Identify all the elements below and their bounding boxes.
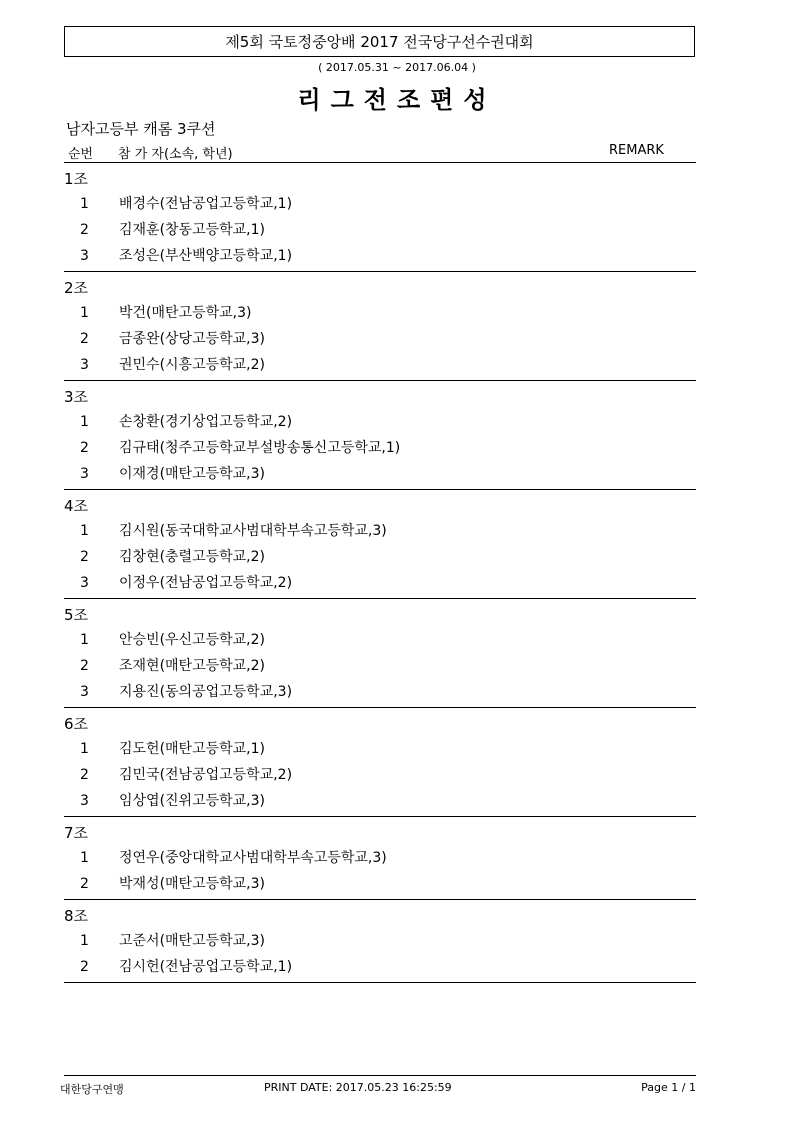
- participant-row: [64, 461, 696, 487]
- participant-row: [64, 191, 696, 217]
- participant-row: [64, 627, 696, 653]
- participant-row: [64, 845, 696, 871]
- participant-name: 박건(매탄고등학교,3): [119, 305, 252, 321]
- participant-row: [64, 871, 696, 897]
- group-title: 8조: [64, 907, 89, 925]
- participant-name: 이재경(매탄고등학교,3): [119, 466, 265, 482]
- group-block: [64, 817, 696, 900]
- participant-number: 2: [80, 959, 89, 975]
- participant-name: 조성은(부산백양고등학교,1): [119, 248, 293, 264]
- participant-row: [64, 435, 696, 461]
- participant-row: [64, 679, 696, 705]
- participant-row: [64, 518, 696, 544]
- participant-row: [64, 352, 696, 378]
- participant-number: 2: [80, 876, 89, 892]
- group-block: [64, 599, 696, 708]
- participant-name: 고준서(매탄고등학교,3): [119, 933, 265, 949]
- group-title: 4조: [64, 497, 89, 515]
- participant-number: 2: [80, 767, 89, 783]
- participant-row: [64, 788, 696, 814]
- participant-name: 김민국(전남공업고등학교,2): [119, 767, 293, 783]
- group-title: 2조: [64, 279, 89, 297]
- participant-row: [64, 326, 696, 352]
- tournament-title-box: [64, 26, 695, 57]
- participant-number: 1: [80, 523, 89, 539]
- participant-number: 3: [80, 575, 89, 591]
- participant-number: 2: [80, 549, 89, 565]
- participant-number: 1: [80, 933, 89, 949]
- participant-name: 손창환(경기상업고등학교,2): [119, 414, 293, 430]
- participant-number: 1: [80, 850, 89, 866]
- participant-name: 지용진(동의공업고등학교,3): [119, 684, 293, 700]
- page-footer: [60, 1075, 696, 1096]
- participant-name: 조재현(매탄고등학교,2): [119, 658, 265, 674]
- participant-row: [64, 409, 696, 435]
- participant-number: 1: [80, 632, 89, 648]
- footer-organization: 대한당구연맹: [60, 1083, 124, 1096]
- group-block: [64, 490, 696, 599]
- participant-name: 임상엽(진위고등학교,3): [119, 793, 265, 809]
- participant-row: [64, 954, 696, 980]
- participant-number: 1: [80, 196, 89, 212]
- participant-number: 3: [80, 357, 89, 373]
- participant-number: 2: [80, 331, 89, 347]
- group-title: 6조: [64, 715, 89, 733]
- participant-row: [64, 217, 696, 243]
- column-header-row: [64, 142, 696, 163]
- group-block: [64, 272, 696, 381]
- participant-name: 김시헌(전남공업고등학교,1): [119, 959, 293, 975]
- participant-name: 이정우(전남공업고등학교,2): [119, 575, 293, 591]
- group-title: 7조: [64, 824, 89, 842]
- participant-row: [64, 762, 696, 788]
- group-title: 5조: [64, 606, 89, 624]
- participant-number: 2: [80, 658, 89, 674]
- group-block: [64, 163, 696, 272]
- participant-number: 3: [80, 248, 89, 264]
- participant-row: [64, 243, 696, 269]
- participant-number: 1: [80, 414, 89, 430]
- participant-name: 안승빈(우신고등학교,2): [119, 632, 265, 648]
- column-no-header: 순번: [68, 147, 94, 162]
- group-block: [64, 708, 696, 817]
- participant-number: 2: [80, 440, 89, 456]
- group-title: 1조: [64, 170, 89, 188]
- participant-row: [64, 300, 696, 326]
- participant-number: 3: [80, 684, 89, 700]
- participant-name: 박재성(매탄고등학교,3): [119, 876, 265, 892]
- group-block: [64, 381, 696, 490]
- group-list: [64, 163, 696, 983]
- participant-name: 김재훈(창동고등학교,1): [119, 222, 265, 238]
- participant-name: 정연우(중앙대학교사범대학부속고등학교,3): [119, 850, 387, 866]
- participant-number: 1: [80, 741, 89, 757]
- participant-row: [64, 653, 696, 679]
- column-participant-header: 참 가 자(소속, 학년): [118, 147, 233, 162]
- participant-name: 김규태(청주고등학교부설방송통신고등학교,1): [119, 440, 401, 456]
- participant-row: [64, 544, 696, 570]
- group-title: 3조: [64, 388, 89, 406]
- participant-name: 금종완(상당고등학교,3): [119, 331, 265, 347]
- column-remark-header: REMARK: [609, 143, 664, 158]
- participant-number: 3: [80, 466, 89, 482]
- participant-name: 배경수(전남공업고등학교,1): [119, 196, 293, 212]
- date-range: ( 2017.05.31 ~ 2017.06.04 ): [318, 61, 476, 74]
- participant-row: [64, 570, 696, 596]
- participant-row: [64, 736, 696, 762]
- tournament-title: 제5회 국토정중앙배 2017 전국당구선수권대회: [225, 33, 534, 51]
- division-label: 남자고등부 캐롬 3쿠션: [66, 120, 216, 138]
- participant-name: 김창현(충렬고등학교,2): [119, 549, 265, 565]
- participant-number: 3: [80, 793, 89, 809]
- footer-page-number: Page 1 / 1: [641, 1081, 696, 1094]
- group-block: [64, 900, 696, 983]
- participant-number: 2: [80, 222, 89, 238]
- participant-name: 김시원(동국대학교사범대학부속고등학교,3): [119, 523, 387, 539]
- participant-row: [64, 928, 696, 954]
- participant-name: 권민수(시흥고등학교,2): [119, 357, 265, 373]
- participant-number: 1: [80, 305, 89, 321]
- participant-name: 김도헌(매탄고등학교,1): [119, 741, 265, 757]
- footer-print-date: PRINT DATE: 2017.05.23 16:25:59: [264, 1081, 452, 1094]
- document-title: 리그전조편성: [297, 86, 497, 114]
